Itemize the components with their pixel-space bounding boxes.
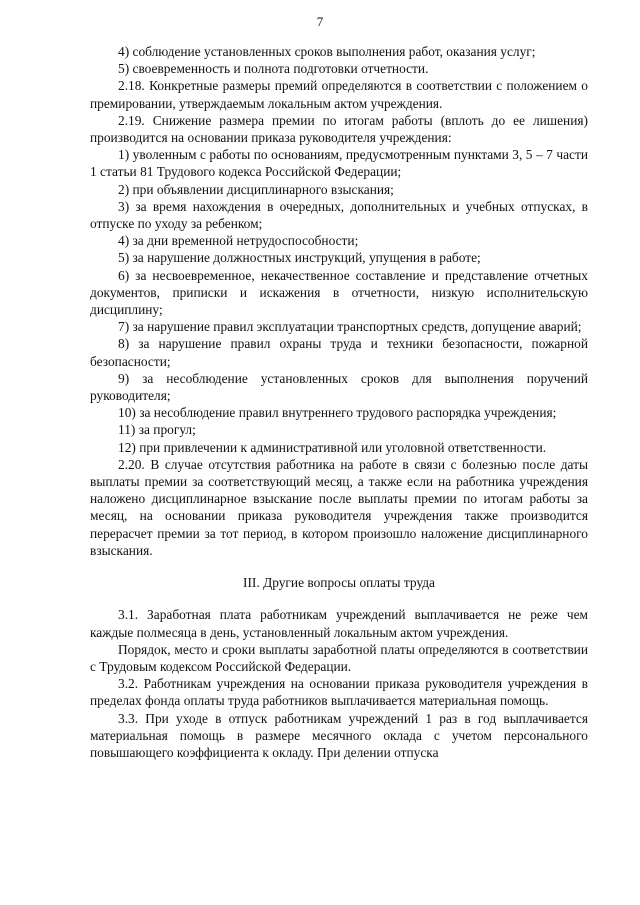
clause-3-1-paragraph-2: Порядок, место и сроки выплаты заработной платы определяются в соответствии с Трудовым кодексом Российской Федерации. <box>90 641 588 674</box>
clause-2-18: 2.18. Конкретные размеры премий определяются в соответствии с положением о премировании, утверждаемым локальным актом учреждения. <box>90 78 588 111</box>
reduction-item-9: 9) за несоблюдение установленных сроков для выполнения поручений руководителя; <box>90 370 588 404</box>
clause-3-1: 3.1. Заработная плата работникам учреждений выплачивается не реже чем каждые полмесяца в день, установленный локальным актом учреждения. <box>90 607 588 640</box>
page-number: 7 <box>316 14 324 29</box>
reduction-item-2: 2) при объявлении дисциплинарного взыскания; <box>118 181 394 197</box>
clause-3-2: 3.2. Работникам учреждения на основании приказа руководителя учреждения в пределах фонда оплаты труда работников выплачивается материальная помощь. <box>90 676 588 709</box>
reduction-item-11: 11) за прогул; <box>118 422 196 438</box>
reduction-item-12: 12) при привлечении к административной или уголовной ответственности. <box>118 439 547 455</box>
reduction-item-3: 3) за время нахождения в очередных, дополнительных и учебных отпусках, в отпуске по уходу за ребенком; <box>90 198 588 232</box>
reduction-item-8: 8) за нарушение правил охраны труда и техники безопасности, пожарной безопасности; <box>90 336 588 369</box>
reduction-item-6: 6) за несвоевременное, некачественное составление и представление отчетных документов, приписки и искажения в отчетности, низкую исполнительскую дисциплину; <box>90 267 588 318</box>
list-item-5: 5) своевременность и полнота подготовки отчетности. <box>118 61 429 77</box>
reduction-item-4: 4) за дни временной нетрудоспособности; <box>118 233 359 249</box>
document-body <box>90 43 588 761</box>
clause-2-20: 2.20. В случае отсутствия работника на работе в связи с болезнью после даты выплаты премии за соответствующий месяц, а также если на работника учреждения наложено дисциплинарное взыскание после выплаты премии по итогам работы за месяц, на основании приказа руководителя учреждения также производится перерасчет премии за тот период, в котором произошло наложение дисциплинарного взыскания. <box>90 456 588 558</box>
section-heading: III. Другие вопросы оплаты труда <box>243 575 435 591</box>
reduction-item-10: 10) за несоблюдение правил внутреннего трудового распорядка учреждения; <box>118 405 557 421</box>
clause-2-19: 2.19. Снижение размера премии по итогам работы (вплоть до ее лишения) производится на основании приказа руководителя учреждения: <box>90 112 588 146</box>
clause-3-3: 3.3. При уходе в отпуск работникам учреждений 1 раз в год выплачивается материальная помощь в размере месячного оклада с учетом персонального повышающего коэффициента к окладу. При делении отпуска <box>90 710 588 760</box>
list-item-4: 4) соблюдение установленных сроков выполнения работ, оказания услуг; <box>118 44 536 59</box>
reduction-item-7: 7) за нарушение правил эксплуатации транспортных средств, допущение аварий; <box>118 319 582 335</box>
reduction-item-5: 5) за нарушение должностных инструкций, упущения в работе; <box>118 250 481 266</box>
reduction-item-1: 1) уволенным с работы по основаниям, предусмотренным пунктами 3, 5 – 7 части 1 статьи 81 Трудового кодекса Российской Федерации; <box>90 147 588 180</box>
